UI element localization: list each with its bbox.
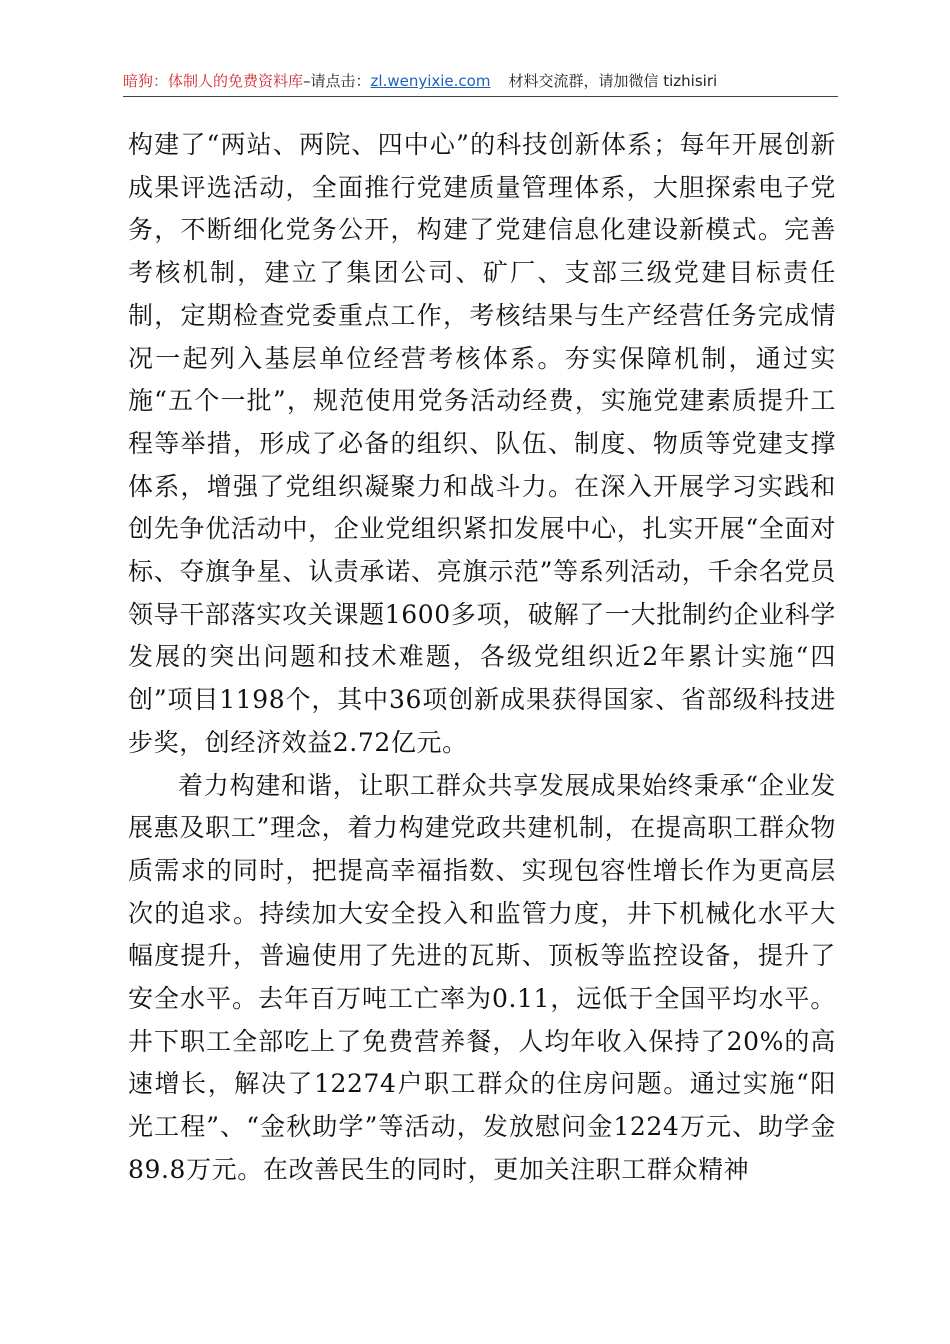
document-body [128, 124, 836, 1192]
header-link-prefix: –请点击： [303, 72, 371, 90]
header-contact: 材料交流群，请加微信 tizhisiri [508, 72, 718, 90]
paragraph-harmony: 着力构建和谐，让职工群众共享发展成果始终秉承“企业发展惠及职工”理念，着力构建党政共建机制，在提高职工群众物质需求的同时，把提高幸福指数、实现包容性增长作为更高层次的追求。持续加大安全投入和监管力度，井下机械化水平大幅度提升，普遍使用了先进的瓦斯、顶板等监控设备，提升了安全水平。去年百万吨工亡率为0.11，远低于全国平均水平。井下职工全部吃上了免费营养餐，人均年收入保持了20%的高速增长，解决了12274户职工群众的住房问题。通过实施“阳光工程”、“金秋助学”等活动，发放慰问金1224万元、助学金89.8万元。在改善民生的同时，更加关注职工群众精神 [128, 770, 836, 1184]
paragraph-continued: 构建了“两站、两院、四中心”的科技创新体系；每年开展创新成果评选活动，全面推行党建质量管理体系，大胆探索电子党务，不断细化党务公开，构建了党建信息化建设新模式。完善考核机制，建立了集团公司、矿厂、支部三级党建目标责任制，定期检查党委重点工作，考核结果与生产经营任务完成情况一起列入基层单位经营考核体系。夯实保障机制，通过实施“五个一批”，规范使用党务活动经费，实施党建素质提升工程等举措，形成了必备的组织、队伍、制度、物质等党建支撑体系，增强了党组织凝聚力和战斗力。在深入开展学习实践和创先争优活动中，企业党组织紧扣发展中心，扎实开展“全面对标、夺旗争星、认责承诺、亮旗示范”等系列活动，千余名党员领导干部落实攻关课题1600多项，破解了一大批制约企业科学发展的突出问题和技术难题，各级党组织近2年累计实施“四创”项目1198个，其中36项创新成果获得国家、省部级科技进步奖，创经济效益2.72亿元。 [128, 130, 836, 757]
header-divider [123, 96, 838, 97]
page-header [123, 66, 838, 96]
header-site-name: 暗狗：体制人的免费资料库 [123, 72, 304, 90]
header-site-link[interactable]: zl.wenyixie.com [370, 72, 491, 90]
